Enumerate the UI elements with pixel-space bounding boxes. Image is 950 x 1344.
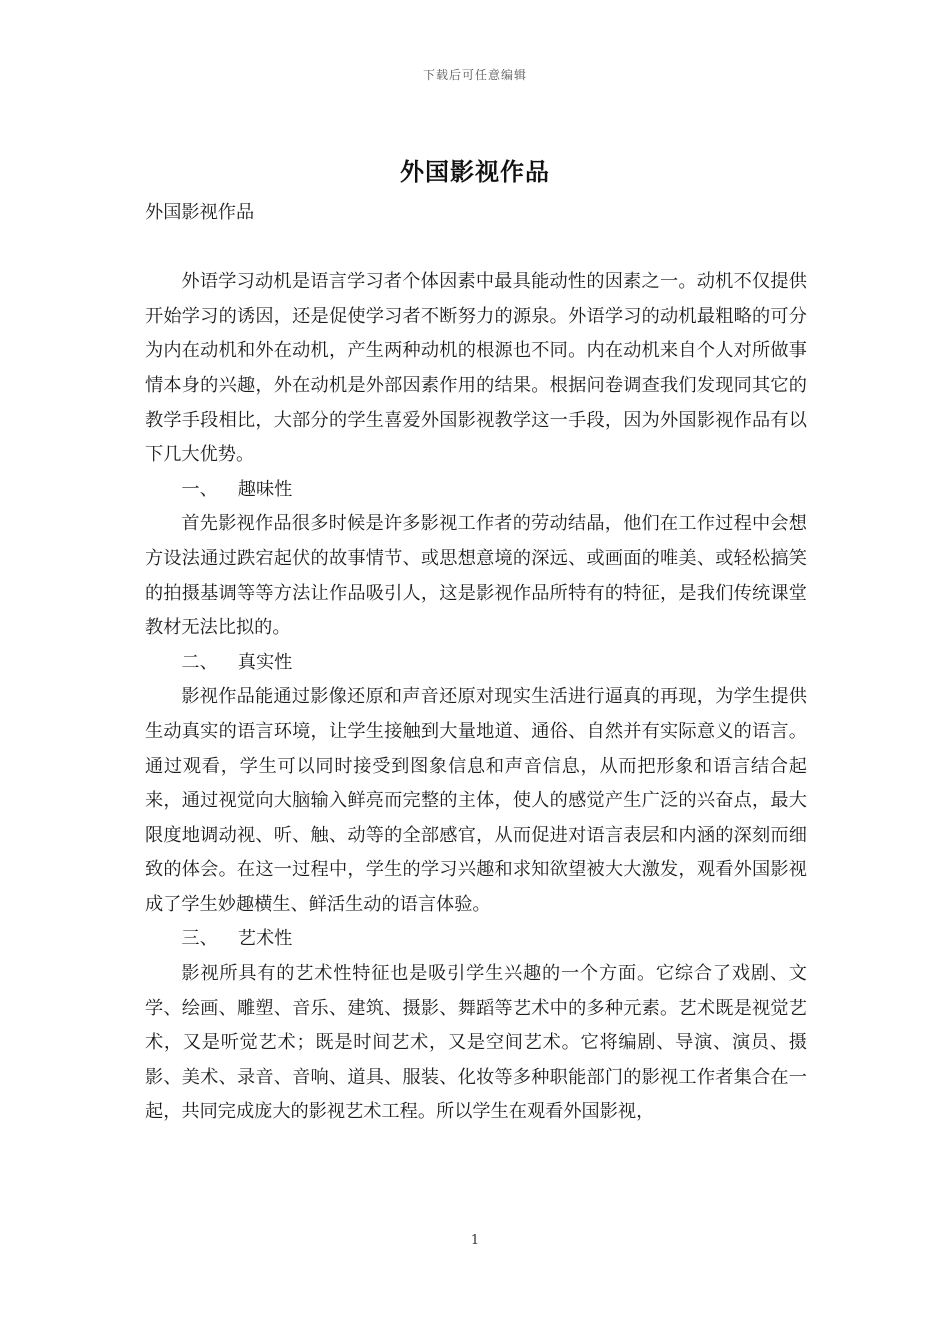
section-heading-text: 趣味性 — [237, 478, 293, 500]
section-body-1: 首先影视作品很多时候是许多影视工作者的劳动结晶，他们在工作过程中会想方设法通过跌宕起伏的故事情节、或思想意境的深远、或画面的唯美、或轻松搞笑的拍摄基调等等方法让作品吸引人，这是影视作品所特有的特征，是我们传统课堂教材无法比拟的。 — [145, 513, 807, 639]
section-heading-1 — [145, 473, 807, 508]
section-heading-3 — [145, 922, 807, 957]
document-body — [145, 196, 807, 1130]
section-body-2: 影视作品能通过影像还原和声音还原对现实生活进行逼真的再现，为学生提供生动真实的语言环境，让学生接触到大量地道、通俗、自然并有实际意义的语言。通过观看，学生可以同时接受到图象信息和声音信息，从而把形象和语言结合起来，通过视觉向大脑输入鲜亮而完整的主体，使人的感觉产生广泛的兴奋点，最大限度地调动视、听、触、动等的全部感官，从而促进对语言表层和内涵的深刻而细致的体会。在这一过程中，学生的学习兴趣和求知欲望被大大激发，观看外国影视成了学生妙趣横生、鲜活生动的语言体验。 — [145, 686, 807, 915]
header-note: 下载后可任意编辑 — [422, 68, 527, 82]
section-number: 二、 — [181, 651, 218, 673]
document-title: 外国影视作品 — [400, 157, 550, 186]
section-heading-text: 真实性 — [237, 651, 293, 673]
page-number: 1 — [470, 1233, 480, 1248]
section-heading-2 — [145, 646, 807, 681]
section-number: 一、 — [181, 478, 218, 500]
intro-paragraph: 外语学习动机是语言学习者个体因素中最具能动性的因素之一。动机不仅提供开始学习的诱因，还是促使学习者不断努力的源泉。外语学习的动机最粗略的可分为内在动机和外在动机，产生两种动机的根源也不同。内在动机来自个人对所做事情本身的兴趣，外在动机是外部因素作用的结果。根据问卷调查我们发现同其它的教学手段相比，大部分的学生喜爱外国影视教学这一手段，因为外国影视作品有以下几大优势。 — [145, 271, 807, 466]
section-body-3: 影视所具有的艺术性特征也是吸引学生兴趣的一个方面。它综合了戏剧、文学、绘画、雕塑、音乐、建筑、摄影、舞蹈等艺术中的多种元素。艺术既是视觉艺术，又是听觉艺术；既是时间艺术，又是空间艺术。它将编剧、导演、演员、摄影、美术、录音、音响、道具、服装、化妆等多种职能部门的影视工作者集合在一起，共同完成庞大的影视艺术工程。所以学生在观看外国影视， — [145, 963, 807, 1123]
section-heading-text: 艺术性 — [237, 928, 293, 950]
document-subtitle: 外国影视作品 — [145, 202, 255, 223]
section-number: 三、 — [181, 928, 218, 950]
